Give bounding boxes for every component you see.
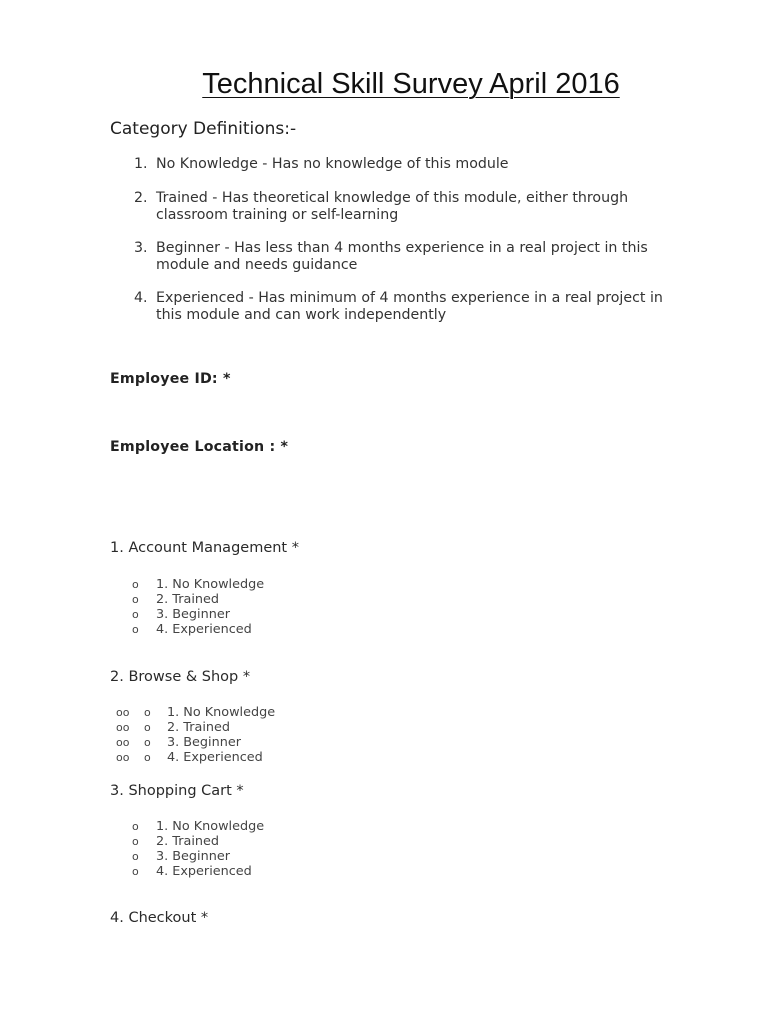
definition-line: classroom training or self-learning — [156, 207, 399, 223]
definition-line: module and needs guidance — [156, 257, 358, 273]
definition-text — [156, 156, 701, 173]
definition-text — [156, 290, 701, 324]
radio-bullet-icon: o — [144, 736, 151, 749]
radio-bullet-icon: o — [144, 706, 151, 719]
option-label: 1. No Knowledge — [156, 577, 265, 592]
definition-line: Experienced - Has minimum of 4 months experience in a real project in — [156, 290, 663, 306]
question-checkout: 4. Checkout * — [110, 910, 209, 926]
option-label: 2. Trained — [167, 720, 230, 735]
employee-id-label: Employee ID: * — [110, 371, 231, 387]
radio-bullet-icon: o — [132, 835, 139, 848]
option-label: 4. Experienced — [156, 864, 252, 879]
double-bullet-icon: oo — [116, 751, 130, 764]
radio-bullet-icon: o — [132, 593, 139, 606]
definition-line: this module and can work independently — [156, 307, 447, 323]
definition-text — [156, 190, 701, 224]
radio-bullet-icon: o — [144, 751, 151, 764]
definition-text — [156, 240, 701, 274]
radio-bullet-icon: o — [132, 865, 139, 878]
radio-bullet-icon: o — [132, 578, 139, 591]
definition-number: 4. — [134, 290, 148, 306]
radio-bullet-icon: o — [132, 608, 139, 621]
question-browse-shop: 2. Browse & Shop * — [110, 669, 251, 685]
option-label: 1. No Knowledge — [156, 819, 265, 834]
option-label: 2. Trained — [156, 834, 219, 849]
option-label: 4. Experienced — [167, 750, 263, 765]
option-label: 3. Beginner — [167, 735, 241, 750]
question-shopping-cart: 3. Shopping Cart * — [110, 783, 244, 799]
definition-line: Beginner - Has less than 4 months experience in a real project in this — [156, 240, 648, 256]
radio-bullet-icon: o — [132, 820, 139, 833]
definition-number: 2. — [134, 190, 148, 206]
option-label: 1. No Knowledge — [167, 705, 276, 720]
option-label: 3. Beginner — [156, 849, 230, 864]
double-bullet-icon: oo — [116, 736, 130, 749]
employee-location-label: Employee Location : * — [110, 439, 289, 455]
option-label: 2. Trained — [156, 592, 219, 607]
definition-line: Trained - Has theoretical knowledge of this module, either through — [156, 190, 629, 206]
double-bullet-icon: oo — [116, 721, 130, 734]
radio-bullet-icon: o — [132, 623, 139, 636]
definition-line: No Knowledge - Has no knowledge of this module — [156, 156, 509, 172]
question-account-management: 1. Account Management * — [110, 540, 299, 556]
document-title: Technical Skill Survey April 2016 — [202, 68, 620, 100]
double-bullet-icon: oo — [116, 706, 130, 719]
radio-bullet-icon: o — [132, 850, 139, 863]
option-label: 3. Beginner — [156, 607, 230, 622]
option-label: 4. Experienced — [156, 622, 252, 637]
category-definitions-heading: Category Definitions:- — [110, 119, 297, 139]
definition-number: 3. — [134, 240, 148, 256]
definition-number: 1. — [134, 156, 148, 172]
radio-bullet-icon: o — [144, 721, 151, 734]
